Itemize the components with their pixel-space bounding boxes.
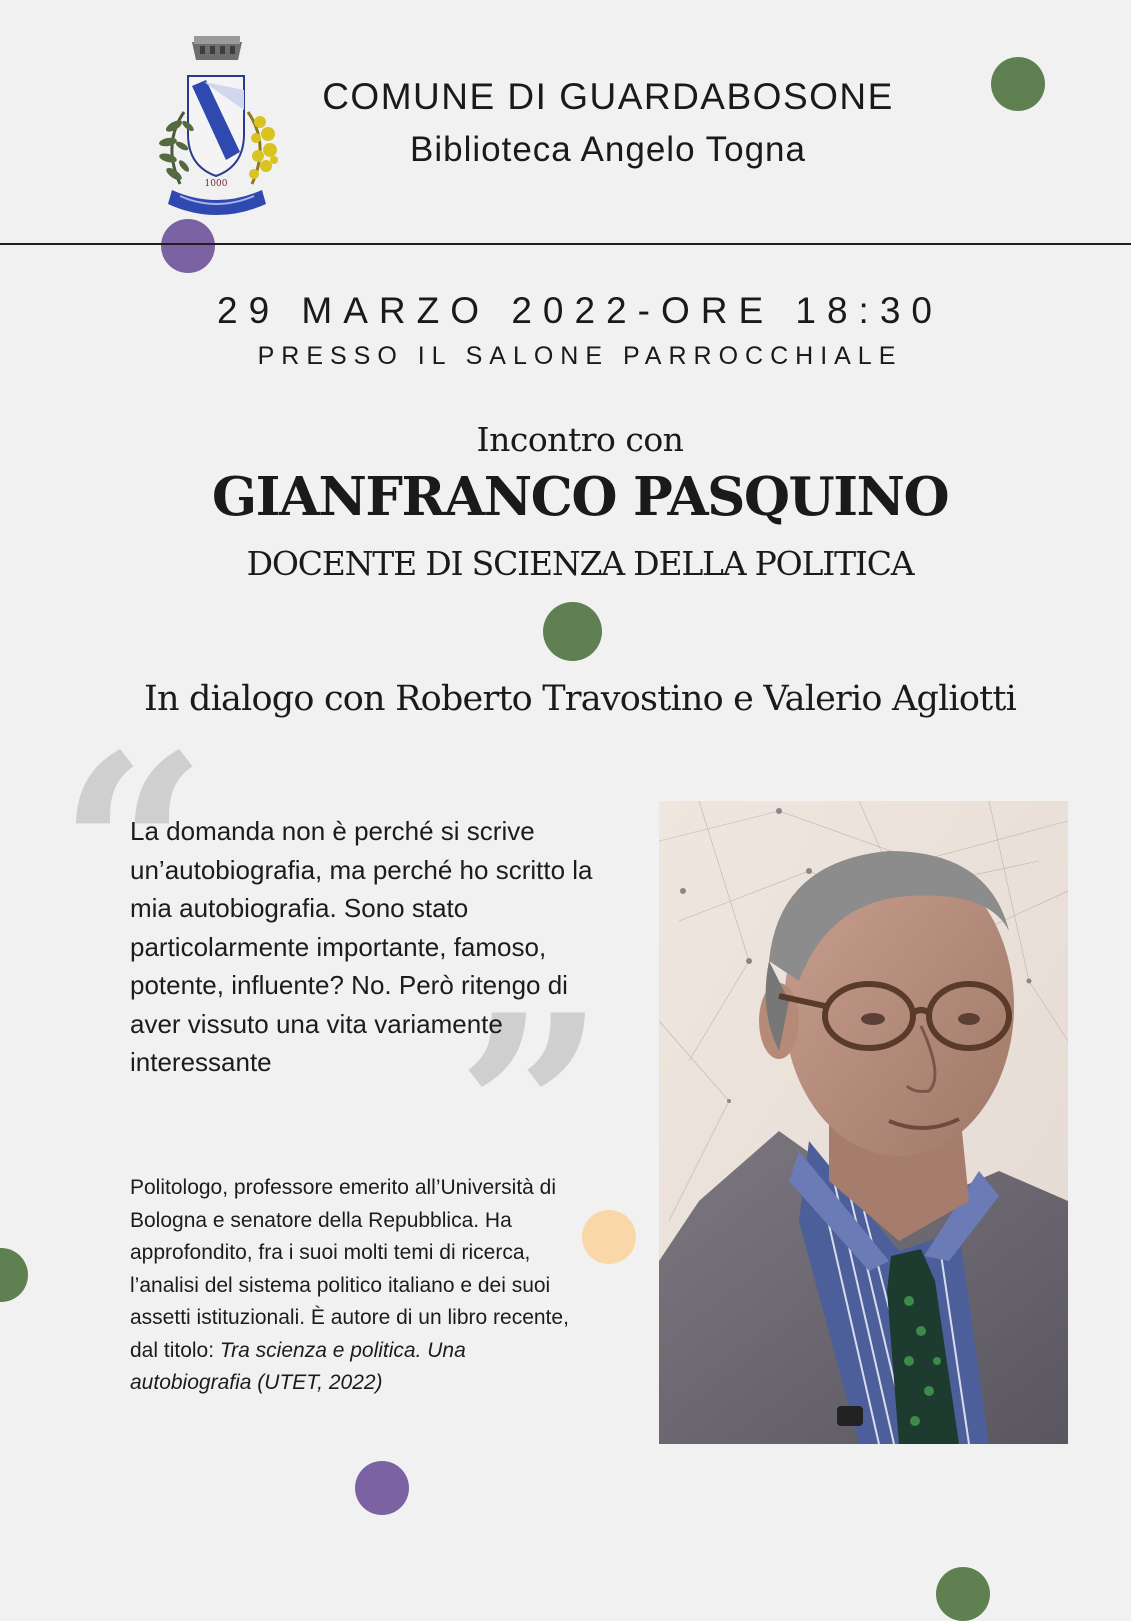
event-venue: PRESSO IL SALONE PARROCCHIALE bbox=[257, 342, 903, 370]
library-name: Biblioteca Angelo Togna bbox=[410, 130, 806, 169]
open-quote-icon: “ bbox=[58, 699, 208, 1004]
municipal-crest-logo bbox=[144, 34, 290, 218]
quote-text: La domanda non è perché si scrive un’autobiografia, ma perché ho scritto la mia autobiografia. Sono stato particolarmente importante, famoso, potente, influente? No. Però ritengo di aver vissuto una vita variamente interessante bbox=[130, 816, 593, 1077]
speaker-bio bbox=[130, 1172, 590, 1400]
organization-name: COMUNE DI GUARDABOSONE bbox=[322, 76, 894, 117]
close-quote-icon: ” bbox=[456, 959, 606, 1264]
decor-dot-green-center bbox=[543, 602, 602, 661]
book-title: Tra scienza e politica. Una autobiografia bbox=[130, 1338, 466, 1394]
svg-text:1000: 1000 bbox=[204, 179, 228, 189]
decor-dot-purple-header bbox=[161, 219, 215, 273]
book-publisher: (UTET, 2022) bbox=[257, 1371, 383, 1394]
decor-dot-purple-bottom bbox=[355, 1461, 409, 1515]
event-date-time: 29 MARZO 2022-ORE 18:30 bbox=[217, 290, 943, 331]
decor-dot-green-left-edge bbox=[0, 1248, 28, 1302]
speaker-portrait bbox=[659, 801, 1068, 1444]
decor-dot-green-bottom bbox=[936, 1567, 990, 1621]
speaker-name: GIANFRANCO PASQUINO bbox=[211, 466, 949, 528]
bio-text: Politologo, professore emerito all’Università di Bologna e senatore della Repubblica. Ha approfondito, fra i suoi molti temi di ricerca, l’analisi del sistema politico italiano e dei suoi assetti istituzionali. È autore di un libro recente, dal titolo: bbox=[130, 1176, 569, 1362]
header-divider bbox=[0, 243, 1131, 245]
speaker-role: DOCENTE DI SCIENZA DELLA POLITICA bbox=[246, 544, 914, 583]
decor-dot-green-top-right bbox=[991, 57, 1045, 111]
dialog-partners: In dialogo con Roberto Travostino e Valerio Agliotti bbox=[143, 679, 1017, 719]
event-intro: Incontro con bbox=[476, 420, 684, 459]
